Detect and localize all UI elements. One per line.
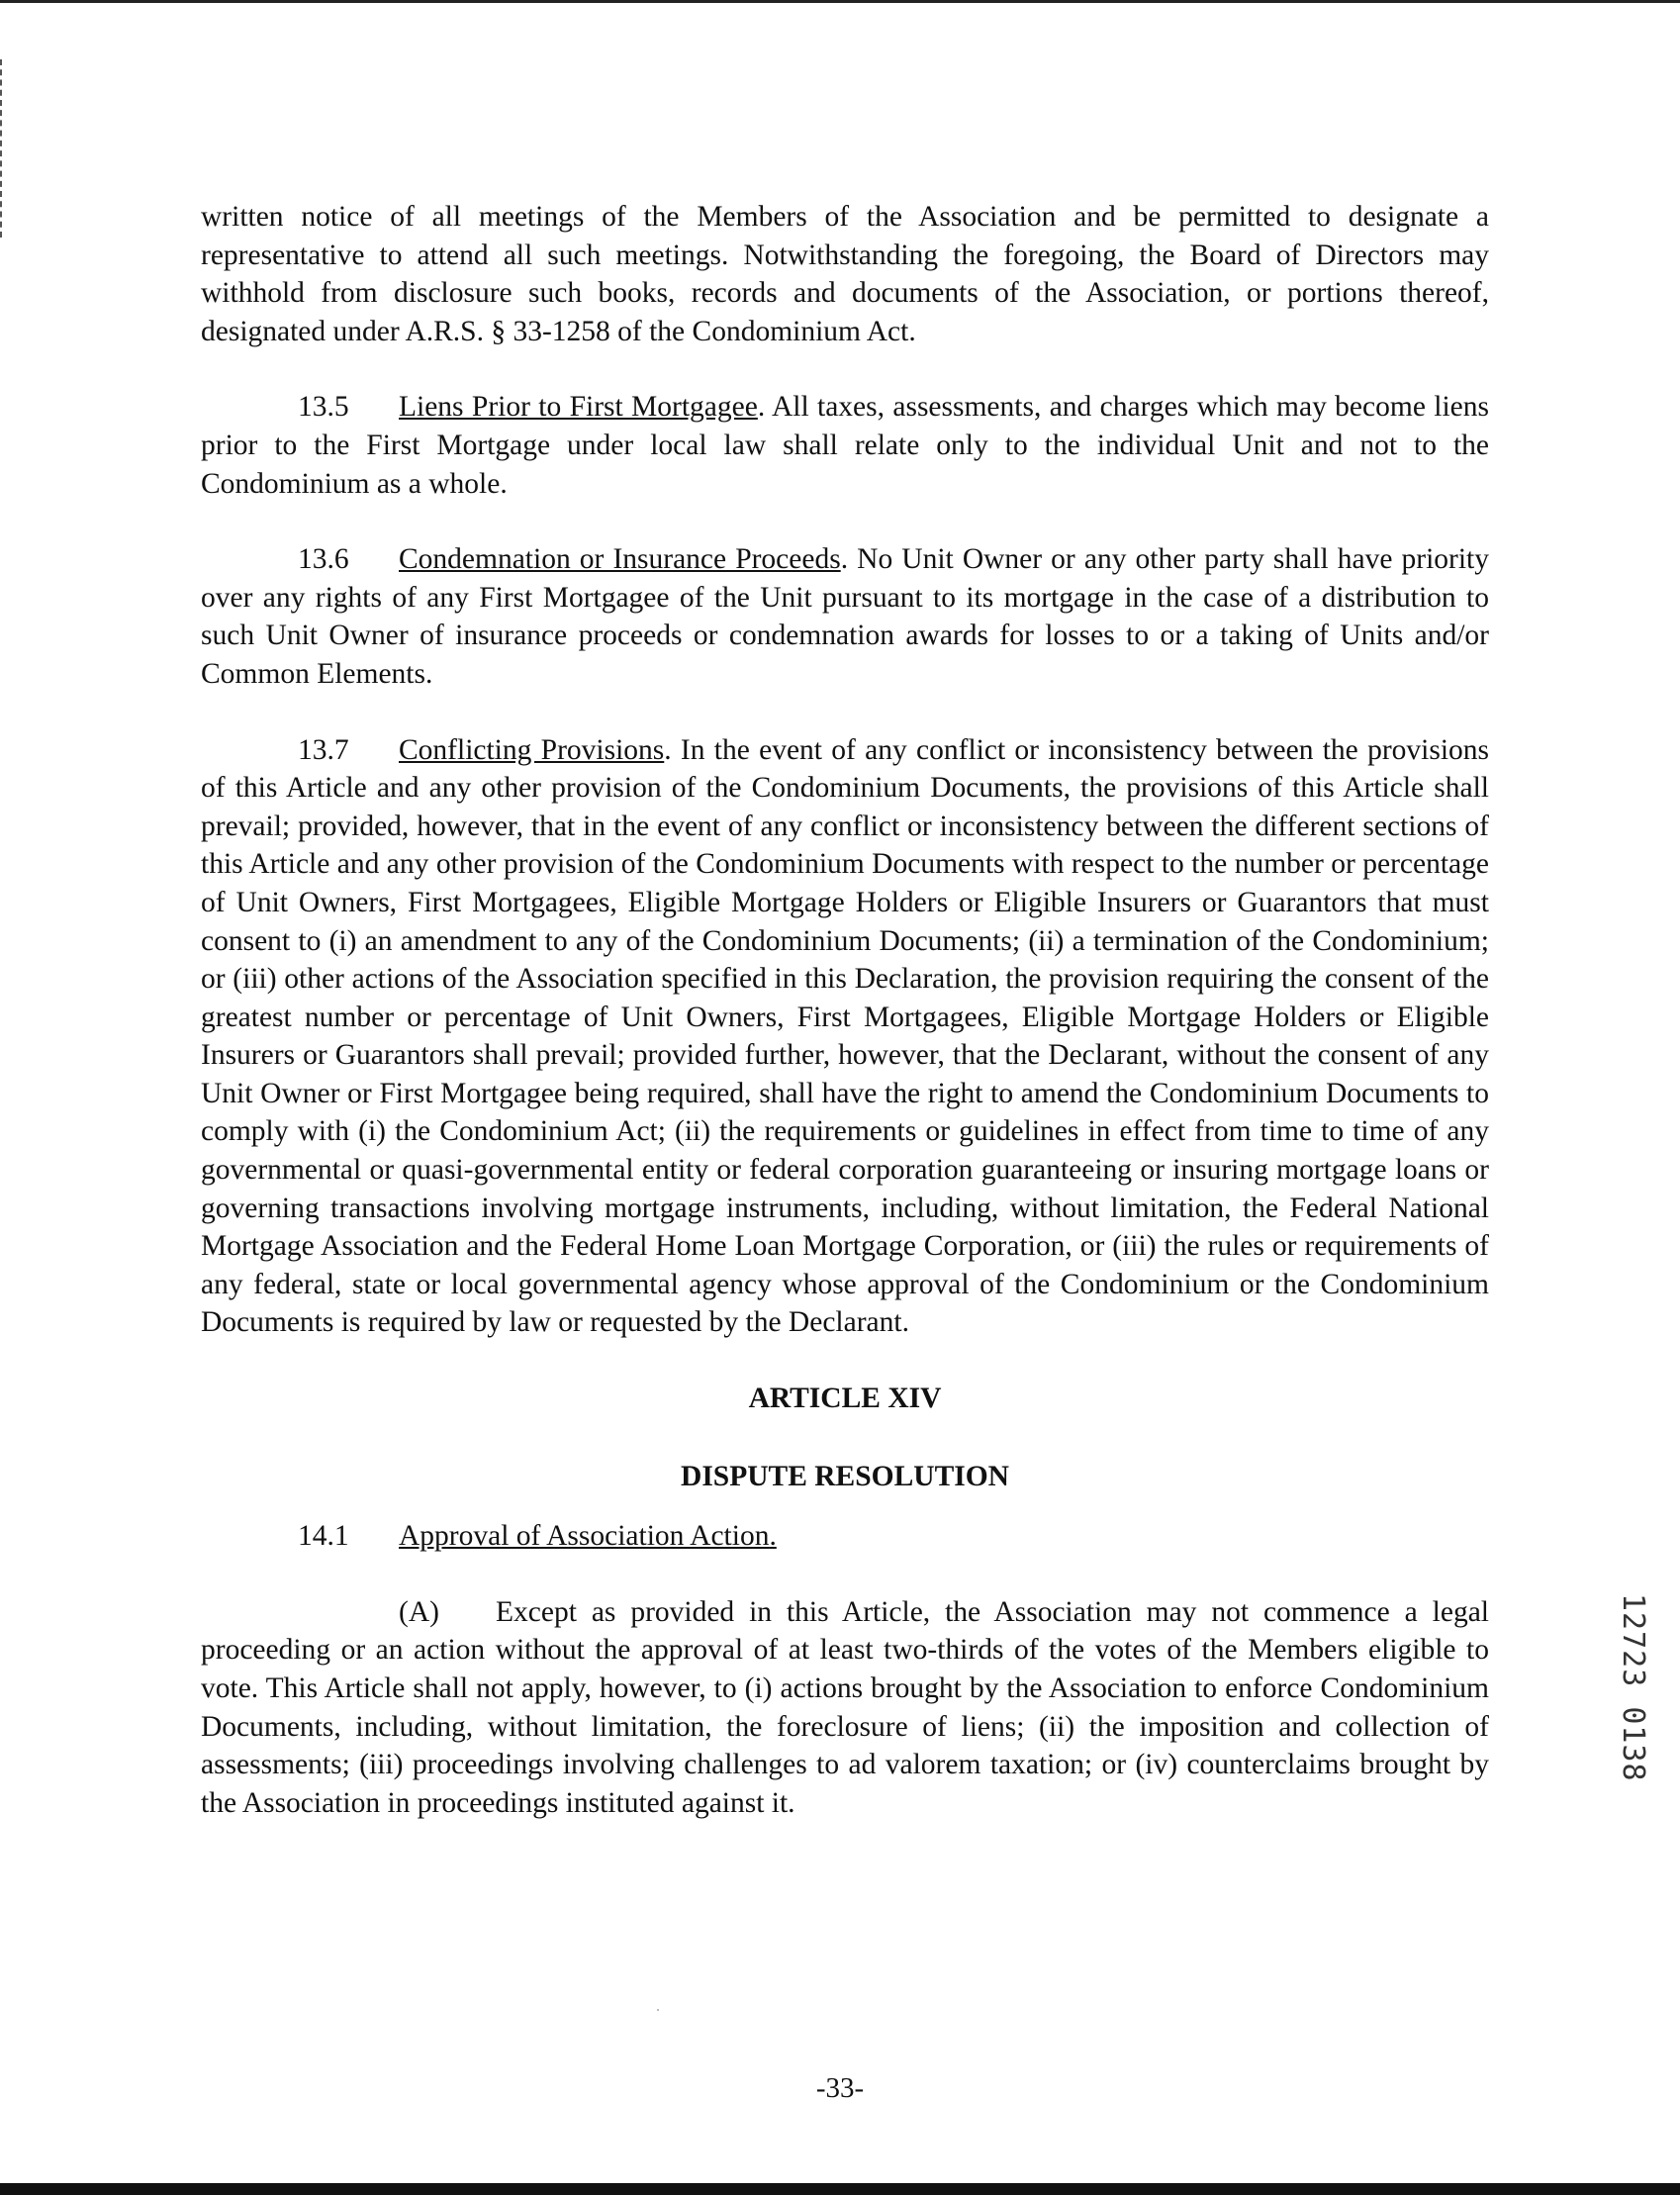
section-14-1-a <box>201 1593 1489 1823</box>
section-body: . No Unit Owner or any other party shall have priority over any rights of any First Mortgagee of the Unit pursuant to its mortgage in the case of a distribution to such Unit Owner of insurance proceeds or condemnation awards for losses to or a taking of Units and/or Common Elements. <box>201 543 1489 690</box>
section-number: 14.1 <box>298 1520 349 1553</box>
page-number: -33- <box>815 2072 865 2104</box>
recording-stamp: 12723 0138 <box>1616 1593 1650 1782</box>
section-body: . In the event of any conflict or inconsistency between the provisions of this Article and any other provision of the Condominium Documents, the provisions of this Article shall prevail; provided, however, that in the event of any conflict or inconsistency between the different sections of this Article and any other provision of the Condominium Documents with respect to the number or percentage of Unit Owners, First Mortgagees, Eligible Mortgage Holders or Eligible Insurers or Guarantors that must consent to (i) an amendment to any of the Condominium Documents; (ii) a termination of the Condominium; or (iii) other actions of the Association specified in this Declaration, the provision requiring the consent of the greatest number or percentage of Unit Owners, First Mortgagees, Eligible Mortgage Holders or Eligible Insurers or Guarantors shall prevail; provided further, however, that the Declarant, without the consent of any Unit Owner or First Mortgagee being required, shall have the right to amend the Condominium Documents to comply with (i) the Condominium Act; (ii) the requirements or guidelines in effect from time to time of any governmental or quasi-governmental entity or federal corporation guaranteeing or insuring mortgage loans or governing transactions involving mortgage instruments, including, without limitation, the Federal National Mortgage Association and the Federal Home Loan Mortgage Corporation, or (iii) the rules or requirements of any federal, state or local governmental agency whose approval of the Condominium or the Condominium Documents is required by law or requested by the Declarant. <box>201 733 1489 1339</box>
scan-speck <box>657 2009 659 2011</box>
article-heading: ARTICLE XIV <box>748 1383 942 1415</box>
subparagraph-label: (A) <box>399 1595 439 1628</box>
section-body: . All taxes, assessments, and charges which may become liens prior to the First Mortgage under local law shall relate only to the individual Unit and not to the Condominium as a whole. <box>201 391 1489 500</box>
subparagraph-body: Except as provided in this Article, the Association may not commence a legal proceeding or an action without the approval of at least two-thirds of the votes of the Members eligible to vote. This Article shall not apply, however, to (i) actions brought by the Association to enforce Condominium Documents, including, without limitation, the foreclosure of liens; (ii) the imposition and collection of assessments; (iii) proceedings involving challenges to ad valorem taxation; or (iv) counterclaims brought by the Association in proceedings instituted against it. <box>201 1595 1489 1819</box>
scan-top-edge <box>0 0 1680 3</box>
article-title: DISPUTE RESOLUTION <box>681 1460 1009 1492</box>
section-title: Liens Prior to First Mortgagee <box>399 391 758 424</box>
section-13-6 <box>201 540 1489 693</box>
scan-left-edge-marks <box>0 59 5 238</box>
section-title-period: . <box>769 1520 777 1553</box>
section-number: 13.7 <box>298 733 349 766</box>
section-number: 13.5 <box>298 391 349 424</box>
scan-bottom-edge <box>0 2183 1680 2195</box>
section-title: Conflicting Provisions <box>399 733 665 766</box>
section-title: Condemnation or Insurance Proceeds <box>399 543 841 576</box>
continuation-paragraph: written notice of all meetings of the Members of the Association and be permitted to designate a representative to attend all such meetings. Notwithstanding the foregoing, the Board of Directors may withhold from disclosure such books, records and documents of the Association, or portions thereof, designated under A.R.S. § 33-1258 of the Condominium Act. <box>201 201 1489 347</box>
section-number: 13.6 <box>298 543 349 576</box>
section-title: Approval of Association Action <box>399 1520 770 1553</box>
document-body <box>201 198 1489 1860</box>
section-14-1-heading <box>201 1517 1489 1556</box>
section-13-5 <box>201 388 1489 503</box>
section-13-7 <box>201 731 1489 1343</box>
